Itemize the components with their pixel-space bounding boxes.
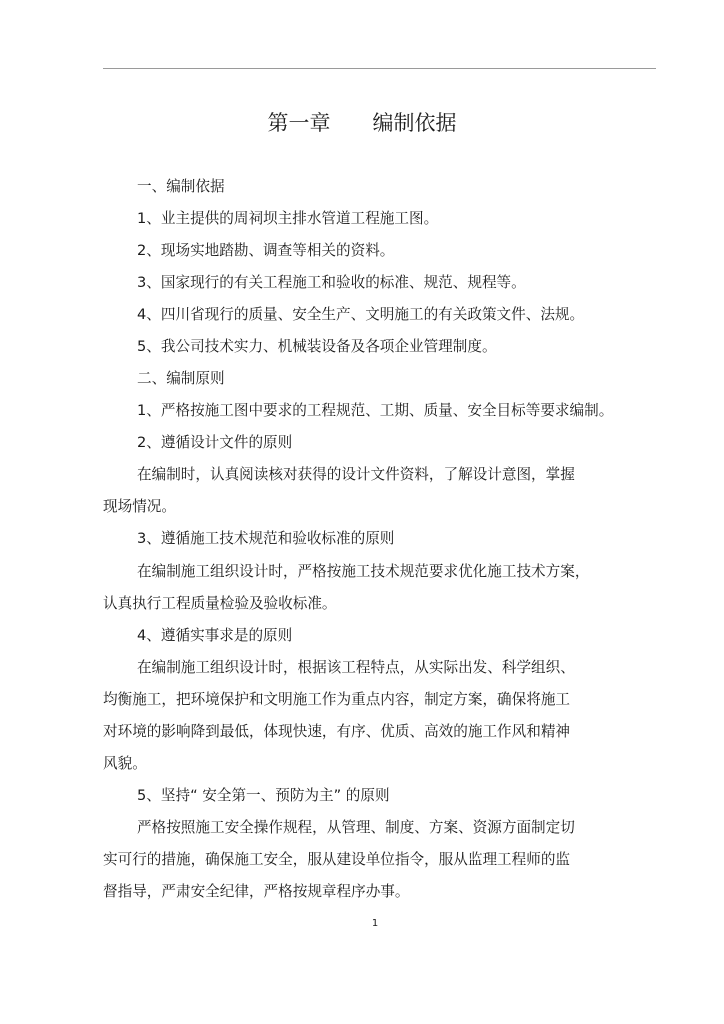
basis-item-3: 3、国家现行的有关工程施工和验收的标准、规范、规程等。 (137, 274, 526, 291)
basis-item-1: 1、业主提供的周祠坝主排水管道工程施工图。 (137, 210, 439, 227)
section-heading-principles: 二、编制原则 (137, 370, 225, 387)
page-number: 1 (371, 918, 379, 929)
principle-item-2: 2、遵循设计文件的原则 (137, 434, 293, 451)
header-rule (103, 68, 656, 69)
paragraph-line: 在编制施工组织设计时，严格按施工技术规范要求优化施工技术方案， (137, 563, 590, 580)
basis-item-4: 4、四川省现行的质量、安全生产、文明施工的有关政策文件、法规。 (137, 306, 585, 323)
basis-item-2: 2、现场实地踏勘、调查等相关的资料。 (137, 242, 395, 259)
section-heading-basis: 一、编制依据 (137, 178, 225, 195)
basis-item-5: 5、我公司技术实力、机械装设备及各项企业管理制度。 (137, 338, 497, 355)
principle-item-5: 5、坚持“ 安全第一、预防为主” 的原则 (137, 787, 390, 804)
paragraph-line: 均衡施工，把环境保护和文明施工作为重点内容，制定方案，确保将施工 (103, 691, 571, 708)
paragraph-line: 现场情况。 (103, 498, 176, 515)
paragraph-line: 在编制时，认真阅读核对获得的设计文件资料，了解设计意图，掌握 (137, 466, 575, 483)
paragraph-line: 对环境的影响降到最低，体现快速，有序、优质、高效的施工作风和精神 (103, 723, 571, 740)
chapter-title: 第一章 编制依据 (267, 111, 457, 135)
principle-item-3: 3、遵循施工技术规范和验收标准的原则 (137, 530, 395, 547)
paragraph-line: 风貌。 (103, 755, 147, 772)
paragraph-line: 督指导，严肃安全纪律，严格按规章程序办事。 (103, 883, 410, 900)
paragraph-line: 认真执行工程质量检验及验收标准。 (103, 595, 337, 612)
principle-item-4: 4、遵循实事求是的原则 (137, 627, 293, 644)
principle-item-1: 1、严格按施工图中要求的工程规范、工期、质量、安全目标等要求编制。 (137, 402, 614, 419)
paragraph-line: 实可行的措施，确保施工安全，服从建设单位指令，服从监理工程师的监 (103, 851, 571, 868)
paragraph-line: 在编制施工组织设计时，根据该工程特点，从实际出发、科学组织、 (137, 659, 575, 676)
paragraph-line: 严格按照施工安全操作规程，从管理、制度、方案、资源方面制定切 (137, 819, 575, 836)
